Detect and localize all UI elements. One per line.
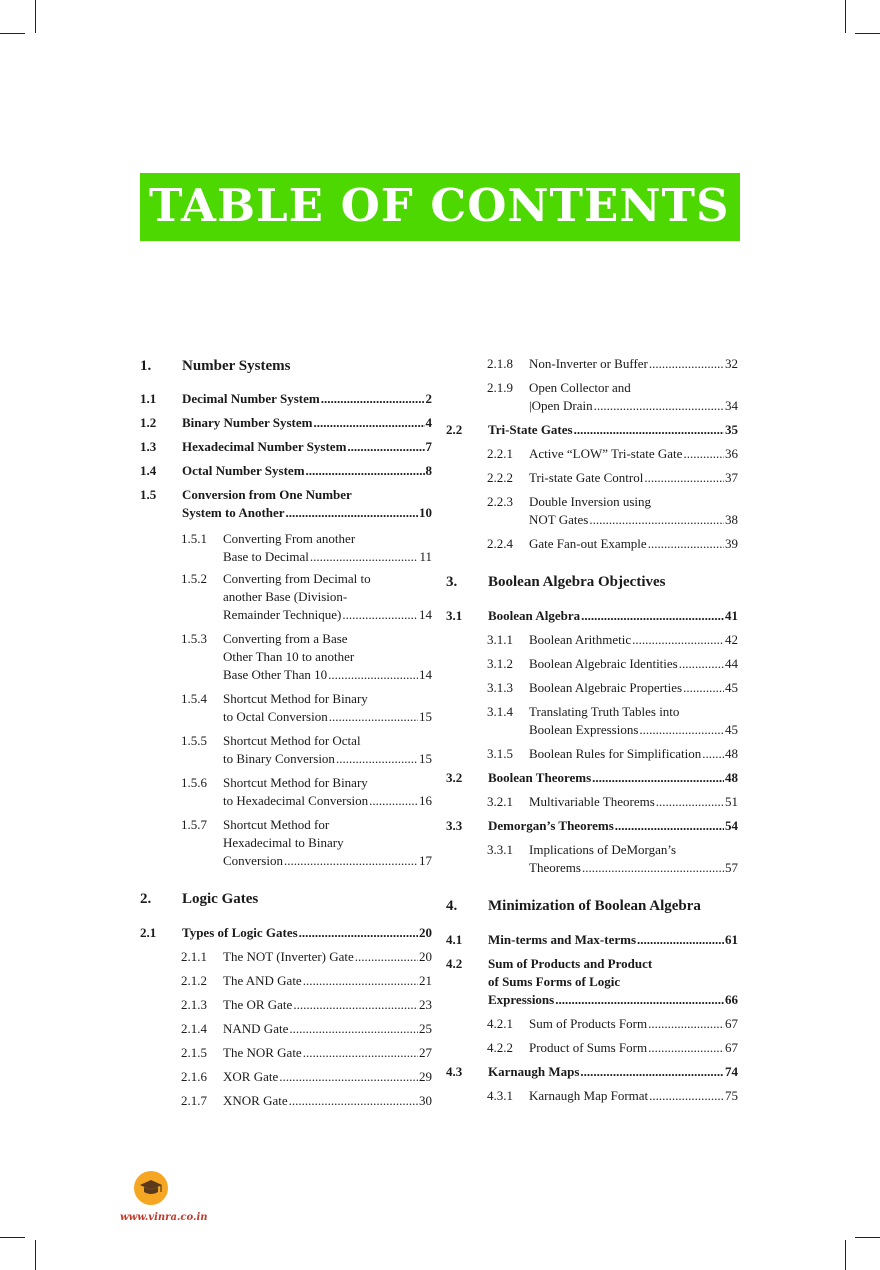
- toc-title-line: Boolean Algebraic Identities: [529, 656, 678, 671]
- toc-number: 2.1: [140, 925, 157, 940]
- toc-title-line: Converting From another: [223, 531, 356, 546]
- page-number: 48: [725, 746, 738, 761]
- toc-title-line: Sum of Products Form: [529, 1016, 648, 1031]
- toc-title: [182, 462, 432, 480]
- toc-title-line: Hexadecimal Number System: [182, 439, 347, 454]
- dot-leader: [336, 750, 418, 768]
- toc-number: 2.2: [446, 422, 463, 437]
- toc-title-line: Octal Number System: [182, 463, 305, 478]
- page-number: 15: [419, 751, 432, 766]
- dot-leader: [355, 948, 418, 966]
- page-number: 61: [725, 932, 738, 947]
- page-number: 66: [725, 992, 738, 1007]
- page-number: 30: [419, 1093, 432, 1108]
- toc-title-line: Minimization of Boolean Algebra: [488, 898, 701, 914]
- toc-title-line: NAND Gate: [223, 1021, 289, 1036]
- toc-number: 2.1.1: [181, 949, 207, 964]
- toc-title-line: Product of Sums Form: [529, 1040, 648, 1055]
- toc-title-line: Shortcut Method for Binary: [223, 775, 368, 790]
- dot-leader: [286, 504, 418, 522]
- toc-number: 3.1.4: [487, 704, 513, 719]
- toc-title-line: |Open Drain: [529, 398, 593, 413]
- toc-title: [529, 655, 738, 673]
- toc-number: 3.2: [446, 770, 463, 785]
- toc-number: 2.1.9: [487, 380, 513, 395]
- toc-title: [223, 630, 432, 684]
- toc-title: [529, 1087, 738, 1105]
- toc-number: 2.1.5: [181, 1045, 207, 1060]
- toc-title-line: Non-Inverter or Buffer: [529, 356, 648, 371]
- toc-title: [488, 421, 738, 439]
- toc-number: 3.2.1: [487, 794, 513, 809]
- crop-mark: [35, 1240, 36, 1270]
- dot-leader: [303, 972, 418, 990]
- toc-title-line: Boolean Algebra: [488, 608, 581, 623]
- toc-number: 2.2.3: [487, 494, 513, 509]
- page-number: 67: [725, 1040, 738, 1055]
- toc-title-line: Converting from Decimal to: [223, 571, 371, 586]
- toc-title: [182, 890, 432, 908]
- dot-leader: [589, 511, 724, 529]
- dot-leader: [615, 817, 724, 835]
- title-banner: [140, 173, 740, 241]
- page-number: 14: [419, 607, 432, 622]
- dot-leader: [347, 438, 424, 456]
- toc-title: [182, 390, 432, 408]
- toc-title: [529, 631, 738, 649]
- page-number: 2: [425, 391, 432, 406]
- toc-number: 3.: [446, 574, 458, 590]
- page-number: 32: [725, 356, 738, 371]
- toc-title-line: Logic Gates: [182, 891, 259, 907]
- dot-leader: [293, 996, 418, 1014]
- dot-leader: [310, 548, 419, 566]
- toc-title-line: XOR Gate: [223, 1069, 279, 1084]
- toc-number: 1.5.1: [181, 531, 207, 546]
- toc-title-line: Sum of Products and Product: [488, 956, 653, 971]
- toc-title-line: Shortcut Method for Binary: [223, 691, 368, 706]
- toc-title-line: Hexadecimal to Binary: [223, 835, 344, 850]
- page-number: 38: [725, 512, 738, 527]
- toc-title: [488, 1063, 738, 1081]
- toc-title: [223, 972, 432, 990]
- toc-number: 4.2.1: [487, 1016, 513, 1031]
- toc-title-line: Remainder Technique): [223, 607, 342, 622]
- toc-number: 4.2.2: [487, 1040, 513, 1055]
- toc-title: [488, 817, 738, 835]
- toc-number: 1.5.6: [181, 775, 207, 790]
- toc-title: [488, 573, 738, 591]
- page-number: 17: [419, 853, 432, 868]
- page-number: 16: [419, 793, 432, 808]
- dot-leader: [342, 606, 418, 624]
- toc-number: 2.2.4: [487, 536, 513, 551]
- toc-number: 2.1.2: [181, 973, 207, 988]
- toc-title-line: NOT Gates: [529, 512, 589, 527]
- dot-leader: [299, 924, 418, 942]
- dot-leader: [656, 793, 724, 811]
- toc-title: [223, 996, 432, 1014]
- toc-title: [223, 690, 432, 726]
- toc-number: 3.1.1: [487, 632, 513, 647]
- toc-title: [529, 1015, 738, 1033]
- crop-mark: [0, 1237, 25, 1238]
- page-number: 29: [419, 1069, 432, 1084]
- toc-title-line: Boolean Expressions: [529, 722, 639, 737]
- toc-number: 4.1: [446, 932, 463, 947]
- toc-title-line: another Base (Division-: [223, 589, 348, 604]
- toc-title-line: Shortcut Method for: [223, 817, 330, 832]
- toc-title: [488, 931, 738, 949]
- toc-number: 4.: [446, 898, 458, 914]
- toc-title-line: Gate Fan-out Example: [529, 536, 647, 551]
- toc-title-line: Base to Decimal: [223, 549, 309, 564]
- toc-title-line: Double Inversion using: [529, 494, 652, 509]
- toc-number: 1.5.5: [181, 733, 207, 748]
- dot-leader: [279, 1068, 418, 1086]
- toc-number: 4.2: [446, 956, 463, 971]
- dot-leader: [594, 397, 724, 415]
- toc-title-line: Number Systems: [182, 358, 291, 374]
- dot-leader: [632, 631, 724, 649]
- toc-title: [223, 774, 432, 810]
- page-number: 20: [419, 925, 432, 940]
- dot-leader: [648, 1039, 724, 1057]
- toc-number: 2.1.6: [181, 1069, 207, 1084]
- toc-title: [488, 897, 738, 915]
- toc-title: [223, 948, 432, 966]
- page-number: 7: [425, 439, 432, 454]
- dot-leader: [683, 679, 724, 697]
- dot-leader: [303, 1044, 418, 1062]
- toc-title-line: Converting from a Base: [223, 631, 348, 646]
- toc-title: [529, 703, 738, 739]
- toc-title-line: Demorgan’s Theorems: [488, 818, 614, 833]
- crop-mark: [845, 0, 846, 33]
- toc-title: [223, 1044, 432, 1062]
- toc-number: 3.1.3: [487, 680, 513, 695]
- toc-title-line: Other Than 10 to another: [223, 649, 355, 664]
- toc-title-line: Conversion: [223, 853, 283, 868]
- toc-title-line: to Hexadecimal Conversion: [223, 793, 369, 808]
- page-title: TABLE OF CONTENTS: [149, 179, 730, 232]
- toc-title: [182, 414, 432, 432]
- toc-number: 1.5: [140, 487, 157, 502]
- graduation-cap-icon: [134, 1171, 168, 1205]
- toc-title-line: Boolean Arithmetic: [529, 632, 632, 647]
- toc-number: 2.: [140, 891, 152, 907]
- toc-title-line: Binary Number System: [182, 415, 313, 430]
- toc-title-line: System to Another: [182, 505, 285, 520]
- toc-title-line: Translating Truth Tables into: [529, 704, 680, 719]
- toc-title: [529, 493, 738, 529]
- toc-title: [488, 607, 738, 625]
- toc-title: [529, 469, 738, 487]
- toc-title-line: The NOR Gate: [223, 1045, 302, 1060]
- toc-title-line: XNOR Gate: [223, 1093, 288, 1108]
- page-number: 35: [725, 422, 738, 437]
- toc-title: [529, 745, 738, 763]
- toc-title-line: The AND Gate: [223, 973, 302, 988]
- dot-leader: [592, 769, 724, 787]
- toc-title: [529, 841, 738, 877]
- toc-title-line: The NOT (Inverter) Gate: [223, 949, 354, 964]
- toc-title-line: Conversion from One Number: [182, 487, 352, 502]
- toc-number: 3.1.5: [487, 746, 513, 761]
- toc-title: [529, 379, 738, 415]
- page-number: 39: [725, 536, 738, 551]
- toc-title: [223, 816, 432, 870]
- publisher-logo: [134, 1171, 168, 1205]
- toc-title-line: Karnaugh Map Format: [529, 1088, 649, 1103]
- dot-leader: [289, 1092, 418, 1110]
- toc-number: 1.5.7: [181, 817, 207, 832]
- toc-title-line: Theorems: [529, 860, 581, 875]
- toc-title-line: to Binary Conversion: [223, 751, 335, 766]
- toc-number: 4.3.1: [487, 1088, 513, 1103]
- page-number: 75: [725, 1088, 738, 1103]
- dot-leader: [328, 666, 418, 684]
- toc-title: [223, 570, 432, 624]
- page-number: 21: [419, 973, 432, 988]
- toc-title-line: Types of Logic Gates: [182, 925, 298, 940]
- toc-title-line: Tri-State Gates: [488, 422, 573, 437]
- dot-leader: [321, 390, 425, 408]
- toc-title: [488, 769, 738, 787]
- toc-number: 2.1.4: [181, 1021, 207, 1036]
- toc-title: [223, 732, 432, 768]
- toc-number: 1.: [140, 358, 152, 374]
- page-number: 11: [419, 549, 432, 564]
- dot-leader: [329, 708, 418, 726]
- page-number: 34: [725, 398, 738, 413]
- page-number: 51: [725, 794, 738, 809]
- page-number: 45: [725, 722, 738, 737]
- page-number: 41: [725, 608, 738, 623]
- toc-number: 2.2.1: [487, 446, 513, 461]
- page-number: 8: [425, 463, 432, 478]
- page-number: 48: [725, 770, 738, 785]
- dot-leader: [313, 414, 424, 432]
- toc-title-line: of Sums Forms of Logic: [488, 974, 621, 989]
- dot-leader: [648, 1015, 724, 1033]
- dot-leader: [574, 421, 724, 439]
- toc-title-line: Boolean Theorems: [488, 770, 592, 785]
- page-number: 23: [419, 997, 432, 1012]
- toc-title: [182, 357, 432, 375]
- toc-title: [488, 955, 738, 1009]
- page-number: 14: [419, 667, 432, 682]
- dot-leader: [582, 859, 724, 877]
- page-number: 74: [725, 1064, 738, 1079]
- toc-number: 3.1.2: [487, 656, 513, 671]
- dot-leader: [683, 445, 724, 463]
- page-number: 45: [725, 680, 738, 695]
- toc-number: 3.3.1: [487, 842, 513, 857]
- dot-leader: [644, 469, 724, 487]
- toc-number: 1.5.4: [181, 691, 207, 706]
- toc-title: [529, 679, 738, 697]
- toc-title: [182, 486, 432, 522]
- toc-title: [223, 1020, 432, 1038]
- toc-title-line: The OR Gate: [223, 997, 293, 1012]
- toc-title-line: Min-terms and Max-terms: [488, 932, 637, 947]
- toc-title: [223, 1068, 432, 1086]
- toc-title-line: Boolean Algebraic Properties: [529, 680, 683, 695]
- crop-mark: [35, 0, 36, 33]
- toc-title-line: Active “LOW” Tri-state Gate: [529, 446, 683, 461]
- dot-leader: [648, 535, 724, 553]
- crop-mark: [0, 33, 25, 34]
- page-number: 42: [725, 632, 738, 647]
- crop-mark: [855, 33, 880, 34]
- toc-number: 1.1: [140, 391, 157, 406]
- dot-leader: [639, 721, 724, 739]
- toc-number: 4.3: [446, 1064, 463, 1079]
- toc-title-line: Boolean Algebra Objectives: [488, 574, 666, 590]
- page-number: 10: [419, 505, 432, 520]
- dot-leader: [369, 792, 418, 810]
- toc-title: [182, 924, 432, 942]
- toc-number: 1.5.3: [181, 631, 207, 646]
- toc-title-line: Boolean Rules for Simplification: [529, 746, 702, 761]
- dot-leader: [581, 607, 724, 625]
- toc-number: 2.1.3: [181, 997, 207, 1012]
- dot-leader: [679, 655, 724, 673]
- page-number: 67: [725, 1016, 738, 1031]
- toc-title: [529, 445, 738, 463]
- crop-mark: [845, 1240, 846, 1270]
- toc-number: 1.3: [140, 439, 157, 454]
- toc-title: [529, 355, 738, 373]
- toc-title: [529, 535, 738, 553]
- dot-leader: [555, 991, 724, 1009]
- dot-leader: [637, 931, 724, 949]
- toc-number: 1.4: [140, 463, 157, 478]
- page-number: 25: [419, 1021, 432, 1036]
- site-url: www.vinra.co.in: [120, 1212, 208, 1223]
- page-number: 37: [725, 470, 738, 485]
- toc-number: 2.1.7: [181, 1093, 207, 1108]
- toc-title-line: Expressions: [488, 992, 555, 1007]
- page-number: 4: [425, 415, 432, 430]
- toc-number: 1.5.2: [181, 571, 207, 586]
- toc-title-line: Multivariable Theorems: [529, 794, 655, 809]
- toc-title-line: Karnaugh Maps: [488, 1064, 580, 1079]
- toc-title: [529, 793, 738, 811]
- toc-title: [223, 530, 432, 566]
- toc-title: [223, 1092, 432, 1110]
- dot-leader: [702, 745, 724, 763]
- toc-title-line: Base Other Than 10: [223, 667, 328, 682]
- toc-title-line: Tri-state Gate Control: [529, 470, 644, 485]
- toc-title-line: Shortcut Method for Octal: [223, 733, 361, 748]
- toc-number: 3.3: [446, 818, 463, 833]
- page-number: 54: [725, 818, 738, 833]
- crop-mark: [855, 1237, 880, 1238]
- toc-number: 2.2.2: [487, 470, 513, 485]
- page-number: 44: [725, 656, 738, 671]
- page-number: 15: [419, 709, 432, 724]
- dot-leader: [284, 852, 418, 870]
- toc-number: 2.1.8: [487, 356, 513, 371]
- toc-title-line: Decimal Number System: [182, 391, 320, 406]
- dot-leader: [306, 462, 425, 480]
- page-number: 27: [419, 1045, 432, 1060]
- dot-leader: [649, 355, 724, 373]
- toc-number: 3.1: [446, 608, 463, 623]
- page-number: 57: [725, 860, 738, 875]
- toc-title: [529, 1039, 738, 1057]
- toc-title: [182, 438, 432, 456]
- dot-leader: [649, 1087, 724, 1105]
- toc-title-line: Implications of DeMorgan’s: [529, 842, 677, 857]
- dot-leader: [580, 1063, 724, 1081]
- page-number: 36: [725, 446, 738, 461]
- page-number: 20: [419, 949, 432, 964]
- dot-leader: [289, 1020, 418, 1038]
- toc-title-line: Open Collector and: [529, 380, 631, 395]
- toc-number: 1.2: [140, 415, 157, 430]
- toc-title-line: to Octal Conversion: [223, 709, 328, 724]
